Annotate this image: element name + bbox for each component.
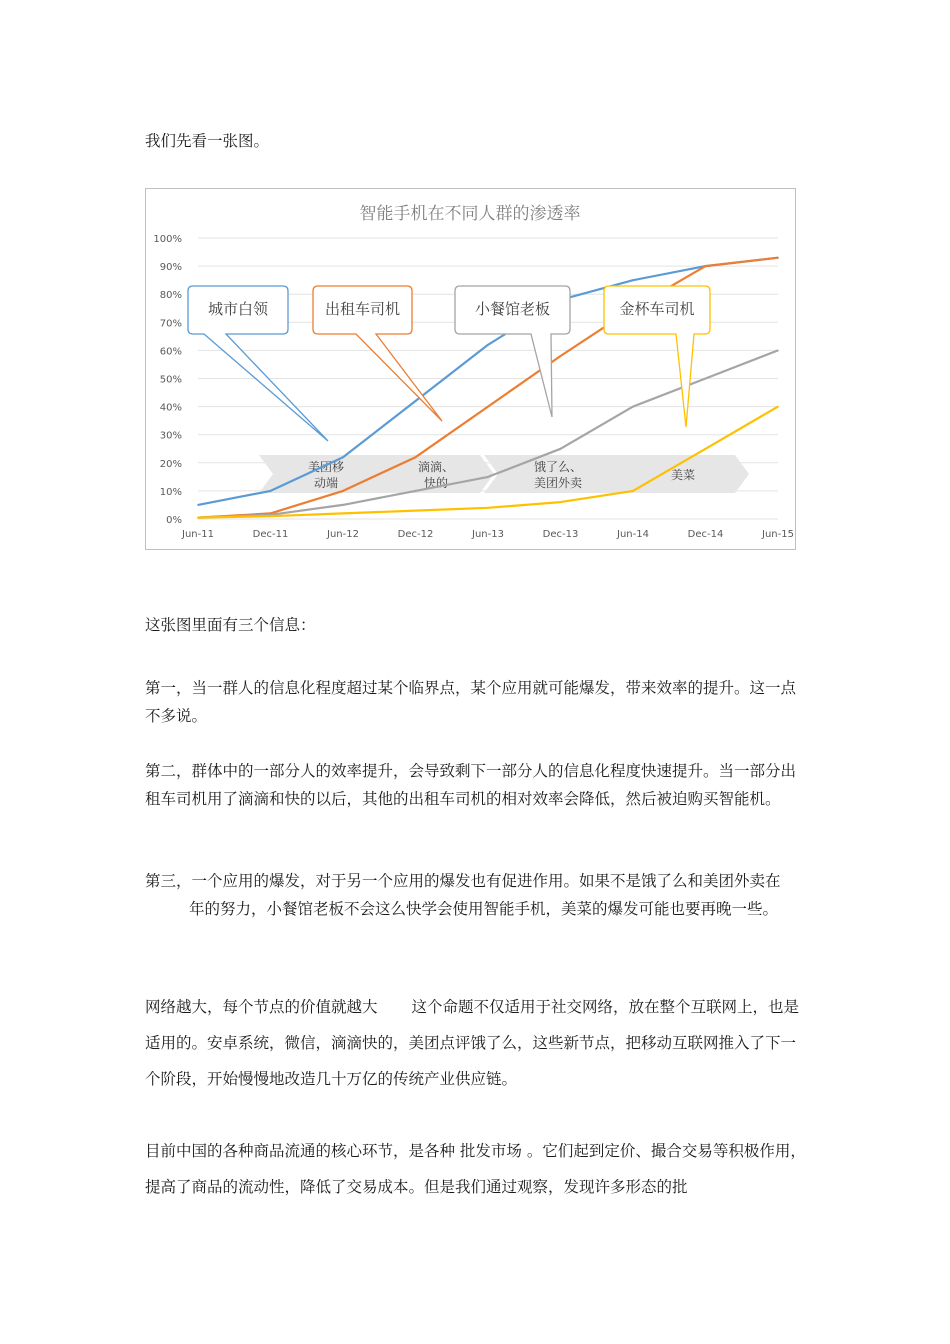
callout-label: 金杯车司机 <box>619 300 695 318</box>
y-tick-label: 100% <box>153 234 182 245</box>
network-paragraph-part-b: 这个命题不仅适用于社交网络，放在整个互联网上，也是适用的。安卓系统，微信，滴滴快的，美团点评饿了么，这些新节点，把移动互联网推入了下一个阶段，开始慢慢地改造几十万亿的传统产业供应链。 <box>145 998 800 1088</box>
data-point <box>342 456 344 458</box>
data-point <box>777 350 779 352</box>
arrow-label: 美团移 <box>307 460 345 474</box>
data-point <box>487 476 489 478</box>
data-point <box>705 378 707 380</box>
data-point <box>415 456 417 458</box>
arrow-label: 滴滴、 <box>417 460 455 474</box>
x-tick-label: Dec-12 <box>397 529 434 540</box>
x-tick-label: Jun-13 <box>472 529 504 540</box>
data-point <box>270 490 272 492</box>
data-point <box>487 507 489 509</box>
arrow-label: 动端 <box>313 476 339 490</box>
data-point <box>560 501 562 503</box>
callout-label: 出租车司机 <box>324 300 401 318</box>
data-point <box>632 490 634 492</box>
x-tick-label: Jun-11 <box>182 529 214 540</box>
intro-text: 我们先看一张图。 <box>145 132 270 150</box>
y-tick-label: 10% <box>159 486 182 498</box>
y-tick-label: 0% <box>166 515 182 526</box>
data-point <box>415 400 417 402</box>
data-point <box>487 344 489 346</box>
data-point <box>777 406 779 408</box>
data-point <box>705 265 707 267</box>
y-tick-label: 60% <box>159 346 182 358</box>
data-point <box>342 504 344 506</box>
data-point <box>632 279 634 281</box>
x-tick-label: Jun-12 <box>327 529 359 540</box>
point-two: 第二，群体中的一部分人的效率提升，会导致剩下一部分人的信息化程度快速提升。当一部分出租车司机用了滴滴和快的以后，其他的出租车司机的相对效率会降低，然后被迫购买智能机。 <box>145 762 797 808</box>
network-paragraph-part-a: 网络越大，每个节点的价值就越大 <box>145 998 378 1016</box>
data-point <box>487 406 489 408</box>
arrow-label: 美菜 <box>670 468 696 482</box>
chart-title: 智能手机在不同人群的渗透率 <box>359 204 581 224</box>
y-tick-label: 80% <box>159 290 182 302</box>
x-tick-label: Jun-15 <box>762 529 794 540</box>
point-three <box>145 867 810 923</box>
x-tick-label: Dec-11 <box>252 529 289 540</box>
penetration-chart <box>145 188 796 550</box>
arrow-label: 饿了么、 <box>533 460 583 474</box>
data-point <box>415 490 417 492</box>
point-one: 第一，当一群人的信息化程度超过某个临界点，某个应用就可能爆发，带来效率的提升。这一点不多说。 <box>145 679 797 725</box>
chart-svg <box>146 189 795 549</box>
y-tick-label: 50% <box>159 374 182 386</box>
callout-label: 城市白领 <box>207 300 269 318</box>
arrow-label: 快的 <box>423 476 449 490</box>
data-point <box>632 406 634 408</box>
data-point <box>342 490 344 492</box>
arrow-label: 美团外卖 <box>533 476 583 490</box>
y-tick-label: 20% <box>159 458 182 470</box>
data-point <box>197 504 199 506</box>
network-paragraph <box>145 989 810 1097</box>
y-tick-label: 70% <box>159 318 182 330</box>
data-point <box>560 448 562 450</box>
y-tick-label: 40% <box>159 402 182 414</box>
market-paragraph: 目前中国的各种商品流通的核心环节，是各种 批发市场 。它们起到定价、撮合交易等积极作用，提高了商品的流动性，降低了交易成本。但是我们通过观察，发现许多形态的批 <box>145 1142 806 1196</box>
info-heading: 这张图里面有三个信息： <box>145 616 316 634</box>
data-point <box>705 448 707 450</box>
data-point <box>560 355 562 357</box>
data-point <box>342 513 344 515</box>
data-point <box>777 257 779 259</box>
point-three-part-b: 年的努力，小餐馆老板不会这么快学会使用智能手机，美菜的爆发可能也要再晚一些。 <box>189 900 779 918</box>
data-point <box>415 510 417 512</box>
x-tick-label: Dec-13 <box>542 529 579 540</box>
y-tick-label: 90% <box>159 262 182 274</box>
data-point <box>197 517 199 519</box>
point-three-part-a: 第三，一个应用的爆发，对于另一个应用的爆发也有促进作用。如果不是饿了么和美团外卖在 <box>145 872 781 890</box>
callout-label: 小餐馆老板 <box>474 300 551 318</box>
x-tick-label: Dec-14 <box>687 529 724 540</box>
x-tick-label: Jun-14 <box>617 529 649 540</box>
y-tick-label: 30% <box>159 430 182 442</box>
data-point <box>270 515 272 517</box>
